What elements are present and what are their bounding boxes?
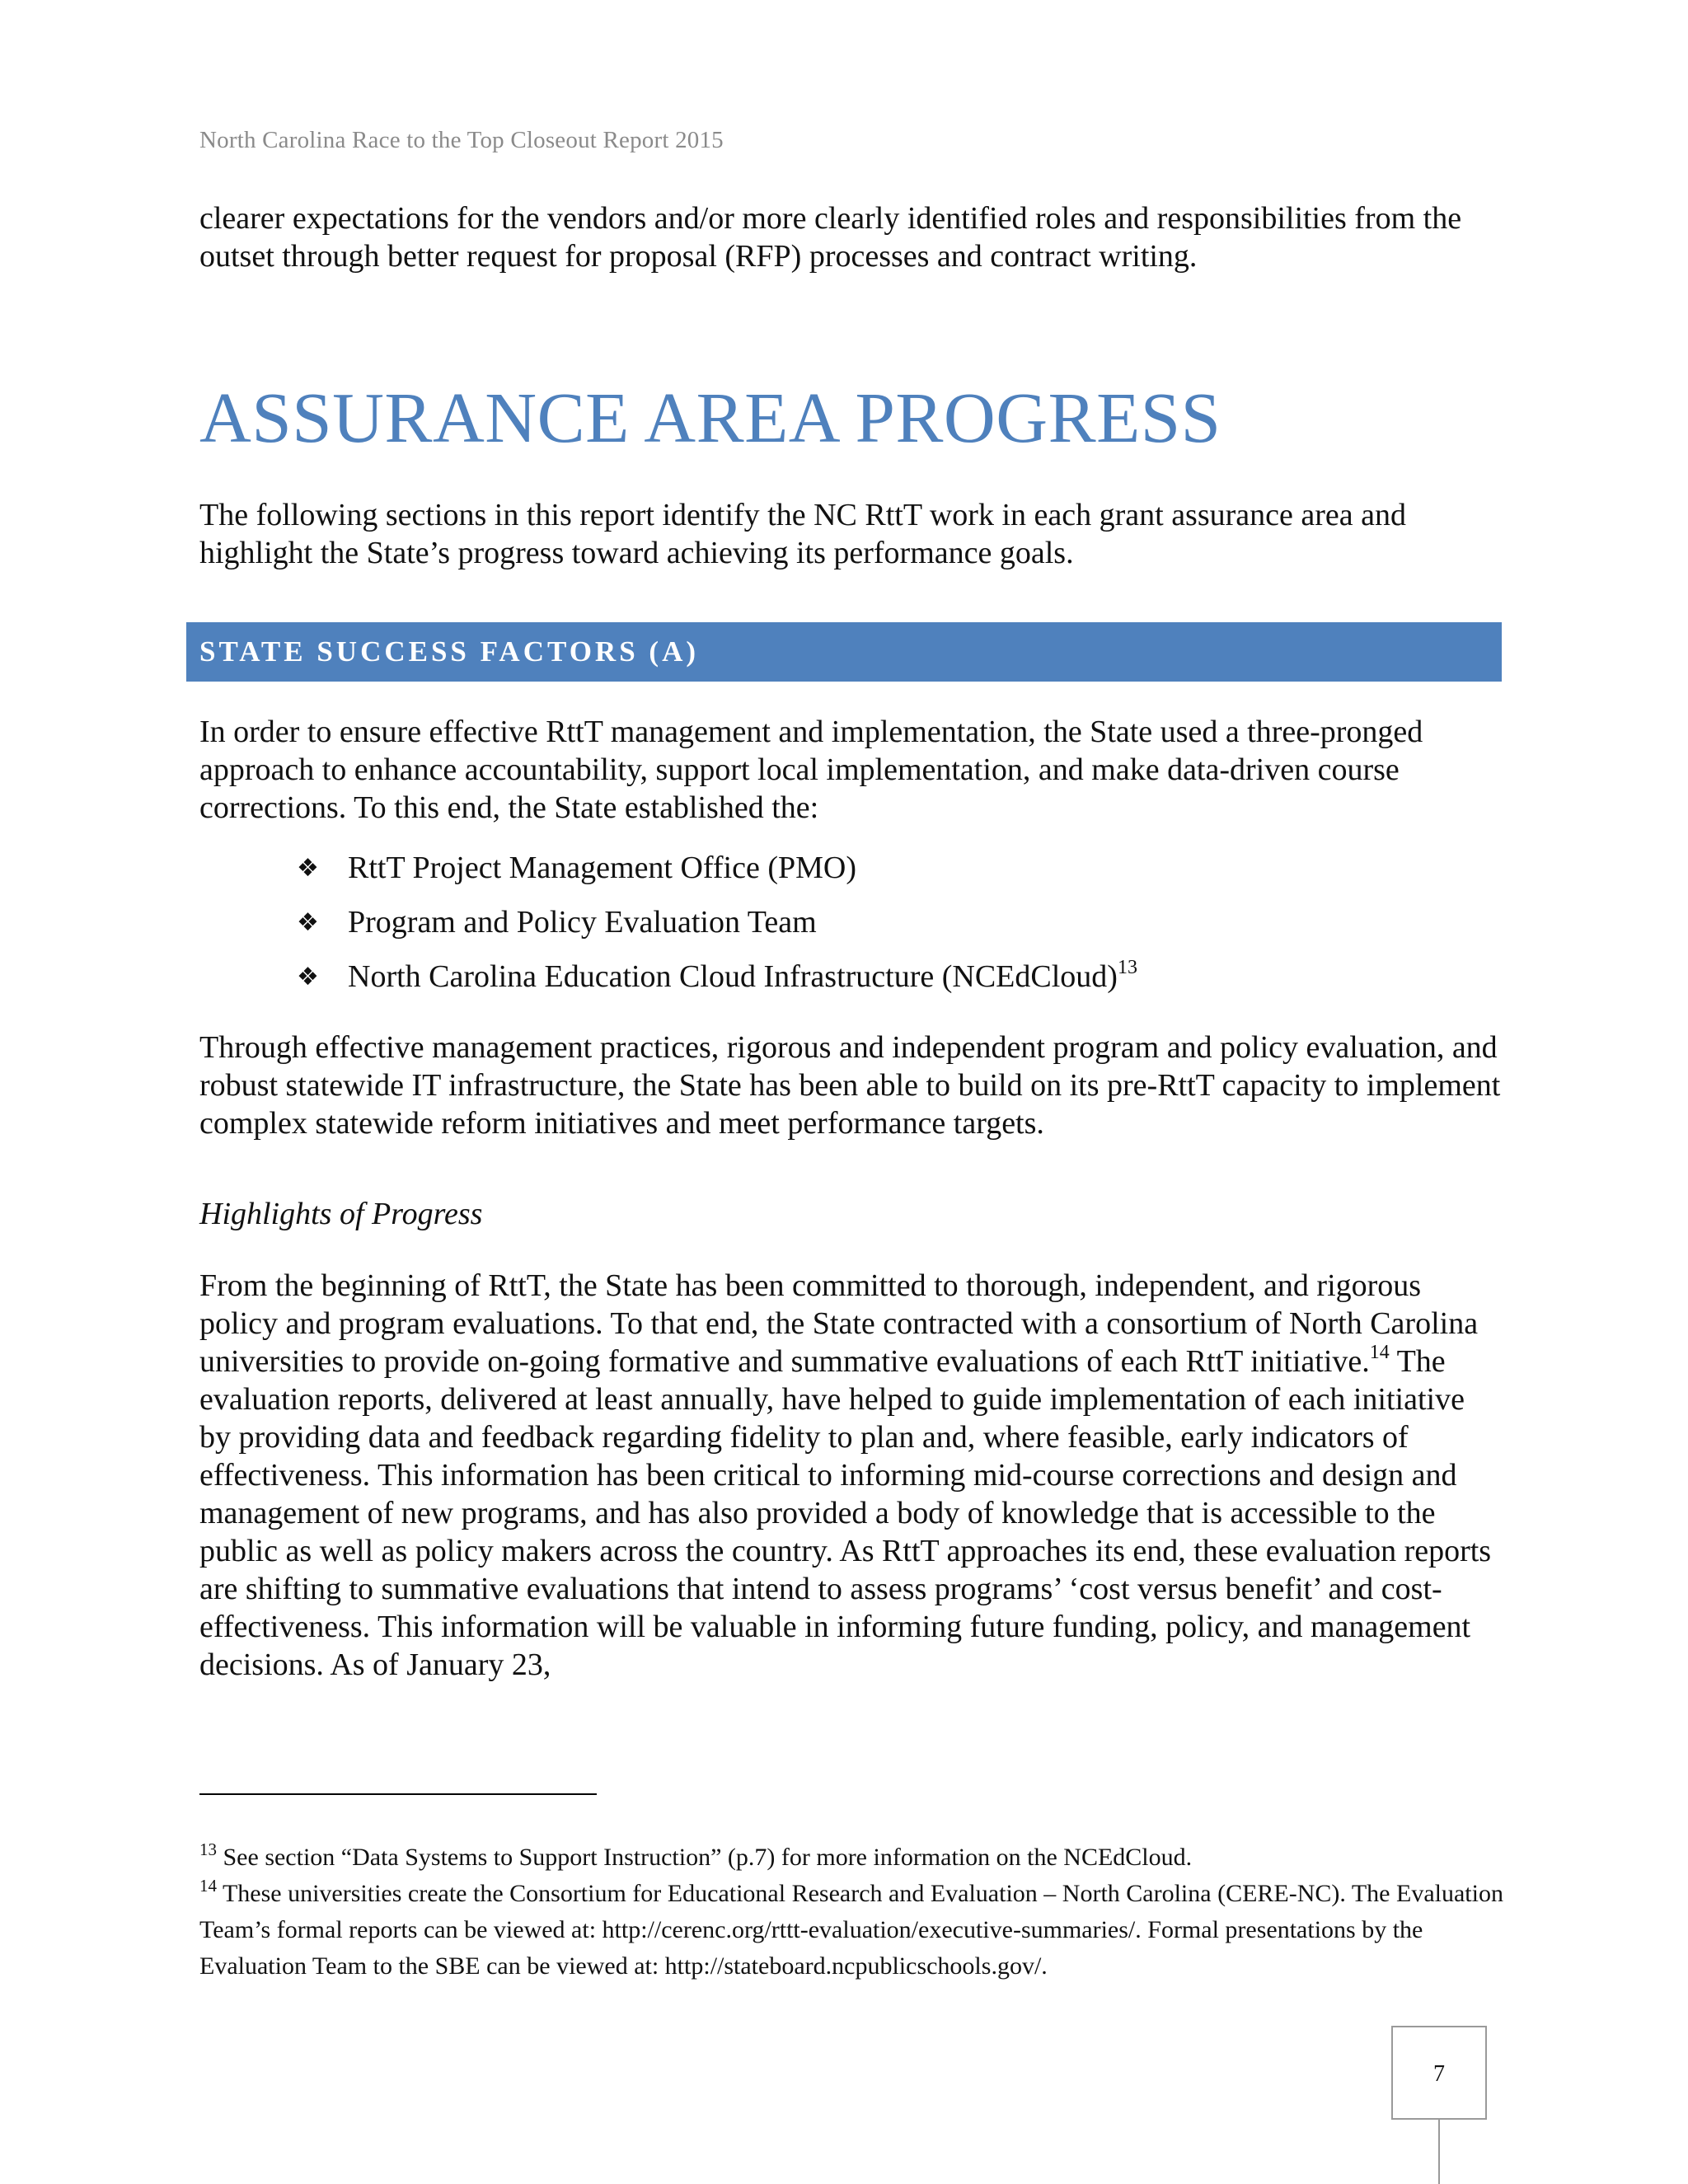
through-paragraph: Through effective management practices, rigorous and independent program and policy evaluation, and robust statewide IT infrastructure, the State has been able to build on its pre-RttT capacity to implement complex statewide reform initiatives and meet performance targets. [199, 1030, 1501, 1141]
section-intro-paragraph: The following sections in this report identify the NC RttT work in each grant assurance area and highlight the State’s progress toward achieving its performance goals. [199, 498, 1407, 570]
footnote-number: 14 [199, 1876, 217, 1896]
footnote-13 [199, 1840, 1518, 1876]
approach-paragraph: In order to ensure effective RttT management and implementation, the State used a three-pronged approach to enhance accountability, support local implementation, and make data-driven course corrections. To this end, the State established the: [199, 715, 1423, 825]
page-number-stem [1438, 2120, 1440, 2184]
footnote-14 [199, 1876, 1518, 1985]
section-band [186, 622, 1502, 682]
bullet-text: Program and Policy Evaluation Team [348, 905, 817, 940]
highlights-paragraph [199, 1267, 1502, 1684]
diamond-bullet-icon: ❖ [297, 963, 319, 991]
diamond-bullet-icon: ❖ [297, 908, 319, 937]
footnote-separator [199, 1793, 597, 1795]
footnote-reference-13[interactable]: 13 [1117, 957, 1137, 978]
highlights-text-part2: The evaluation reports, delivered at least annually, have helped to guide implementation of each initiative by providing data and feedback regarding fidelity to plan and, where feasible, early indicators of effectiveness. This information has been critical to informing mid-course corrections and design and management of new programs, and has also provided a body of knowledge that is accessible to the public as well as policy makers across the country. As RttT approaches its end, these evaluation reports are shifting to summative evaluations that intend to assess programs’ ‘cost versus benefit’ and cost-effectiveness. This information will be valuable in informing future funding, policy, and management decisions. As of January 23, [199, 1344, 1492, 1682]
highlights-heading: Highlights of Progress [199, 1197, 483, 1231]
footnote-reference-14[interactable]: 14 [1369, 1342, 1390, 1363]
band-heading: STATE SUCCESS FACTORS (A) [199, 635, 699, 668]
bullet-list [297, 849, 1137, 1012]
footnote-text: These universities create the Consortium for Educational Research and Evaluation – North Carolina (CERE-NC). The Evaluation Team’s formal reports can be viewed at: http://cerenc.org/rttt-evaluation/executive-summaries/. Formal presentations by the Evaluation Team to the SBE can be viewed at: http://stateboard.ncpublicschools.gov/. [199, 1880, 1503, 1980]
bullet-text: RttT Project Management Office (PMO) [348, 851, 857, 885]
running-header: North Carolina Race to the Top Closeout Report 2015 [199, 127, 724, 153]
section-title: ASSURANCE AREA PROGRESS [199, 377, 1221, 457]
diamond-bullet-icon: ❖ [297, 854, 319, 883]
list-item [297, 958, 1137, 1012]
page-number: 7 [1433, 2061, 1445, 2087]
footnotes [199, 1840, 1518, 1985]
footnote-number: 13 [199, 1840, 217, 1859]
highlights-text-part1: From the beginning of RttT, the State has been committed to thorough, independent, and rigorous policy and program evaluations. To that end, the State contracted with a consortium of North Carolina universities to provide on-going formative and summative evaluations of each RttT initiative. [199, 1268, 1479, 1379]
bullet-text: North Carolina Education Cloud Infrastructure (NCEdCloud) [348, 959, 1118, 994]
continued-paragraph: clearer expectations for the vendors and/or more clearly identified roles and responsibilities from the outset through better request for proposal (RFP) processes and contract writing. [199, 201, 1462, 274]
list-item [297, 849, 1137, 903]
footnote-text: See section “Data Systems to Support Instruction” (p.7) for more information on the NCEdCloud. [217, 1844, 1193, 1871]
list-item [297, 903, 1137, 958]
page-number-box [1391, 2026, 1487, 2120]
